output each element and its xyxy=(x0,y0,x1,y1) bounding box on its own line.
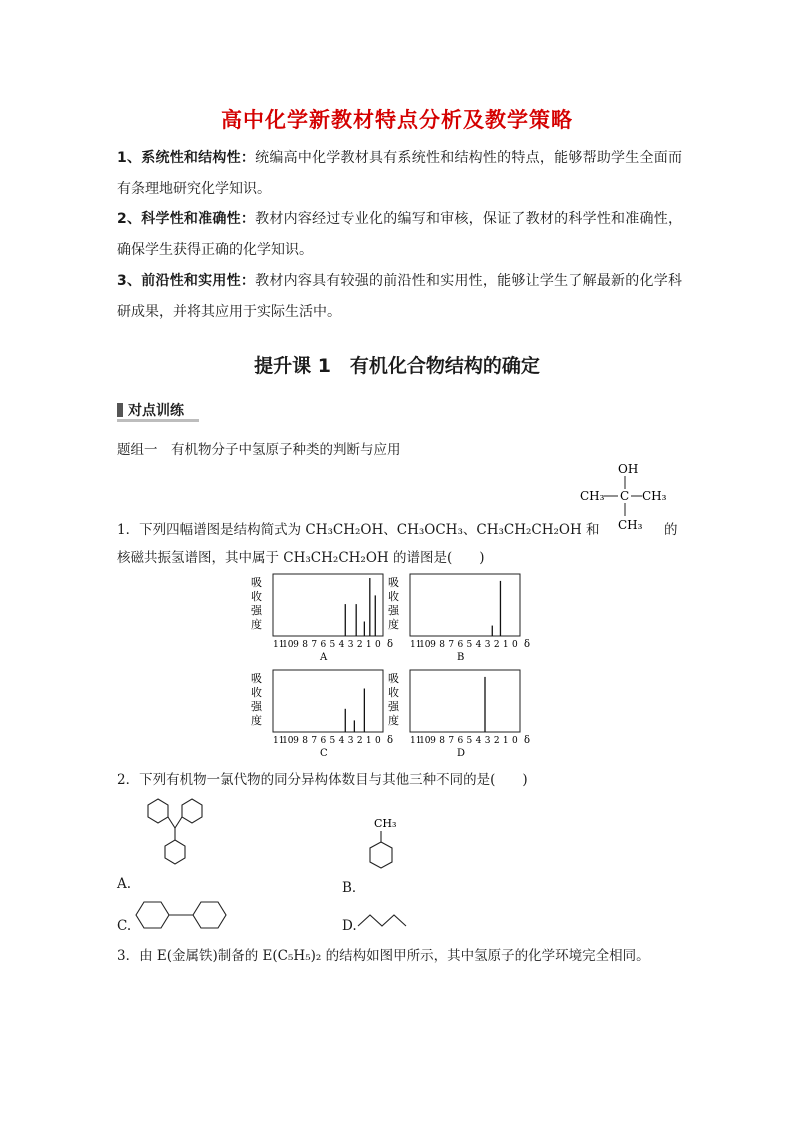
point-1-text: 统编高中化学教材具有系统性和结构性的特点，能够帮助学生全面而有条理地研究化学知识。 xyxy=(117,150,683,197)
spectrum-tick-label: 9 xyxy=(430,640,436,650)
spectrum-y-label-char: 强 xyxy=(388,700,399,713)
spectrum-y-label-char: 度 xyxy=(251,618,262,631)
spectrum-y-label-char: 强 xyxy=(388,604,399,617)
spectrum-tick-label: 5 xyxy=(466,736,473,746)
spectrum-y-label-char: 强 xyxy=(251,604,262,617)
spectrum-tick-label: 2 xyxy=(493,640,500,650)
spectrum-tick-label: 1 xyxy=(365,640,372,650)
spectrum-frame xyxy=(410,574,520,636)
spectrum-y-label-char: 吸 xyxy=(251,672,262,685)
cyclohexane-ring-left-icon xyxy=(136,902,169,928)
spectrum-tick-label: 7 xyxy=(311,640,318,650)
spectrum-tick-label: 11 xyxy=(410,736,422,746)
spectrum-tick-label: 10 xyxy=(419,640,431,650)
spectrum-tick-label: 11 xyxy=(273,640,285,650)
spectrum-tick-label: 5 xyxy=(329,640,336,650)
spectrum-tick-label: 11 xyxy=(410,640,422,650)
spectrum-label: A xyxy=(320,652,328,663)
toluene-structure xyxy=(360,814,420,894)
spectrum-tick-label: 10 xyxy=(419,736,431,746)
spectrum-x-unit: δ xyxy=(387,735,394,746)
spectrum-tick-label: 1 xyxy=(502,640,509,650)
cyclohexane-ring-right-icon xyxy=(193,902,226,928)
spectrum-tick-label: 3 xyxy=(484,640,491,650)
spectrum-tick-label: 6 xyxy=(320,736,327,746)
spectrum-x-unit: δ xyxy=(524,639,531,650)
spectrum-tick-label: 4 xyxy=(475,736,482,746)
section-bar-icon xyxy=(117,403,123,417)
spectrum-y-label-char: 吸 xyxy=(388,672,399,685)
spectrum-tick-label: 9 xyxy=(293,640,299,650)
section-underline xyxy=(117,419,199,422)
spectrum-tick-label: 9 xyxy=(293,736,299,746)
q1-line-2: 核磁共振氢谱图，其中属于 CH₃CH₂CH₂OH 的谱图是( ) xyxy=(117,550,485,566)
q1-sep-b: 、 xyxy=(462,522,477,538)
spectrum-tick-label: 2 xyxy=(356,640,363,650)
spectrum-tick-label: 3 xyxy=(347,640,354,650)
spectrum-tick-label: 3 xyxy=(347,736,354,746)
spectrum-tick-label: 0 xyxy=(512,736,518,746)
toluene-ch3: CH₃ xyxy=(374,817,397,830)
spectrum-tick-label: 6 xyxy=(320,640,327,650)
struct-oh: OH xyxy=(618,462,639,476)
spectrum-tick-label: 1 xyxy=(502,736,509,746)
point-3-text: 教材内容具有较强的前沿性和实用性，能够让学生了解最新的化学科研成果，并将其应用于实际生活中。 xyxy=(117,273,683,320)
point-1 xyxy=(117,143,682,205)
spectrum-tick-label: 0 xyxy=(375,736,381,746)
spectrum-c xyxy=(251,670,393,758)
point-2-label: 2、科学性和准确性： xyxy=(117,211,256,227)
point-2 xyxy=(117,204,682,266)
spectrum-tick-label: 5 xyxy=(329,736,336,746)
spectrum-y-label-char: 度 xyxy=(388,714,399,727)
bicyclohexyl-structure xyxy=(130,898,240,932)
q2-option-c-label: C. xyxy=(117,918,132,934)
spectrum-tick-label: 4 xyxy=(338,736,345,746)
document-title: 高中化学新教材特点分析及教学策略 xyxy=(221,108,573,132)
spectrum-tick-label: 6 xyxy=(457,736,464,746)
spectrum-tick-label: 11 xyxy=(273,736,285,746)
spectrum-tick-label: 7 xyxy=(311,736,318,746)
spectrum-frame xyxy=(273,574,383,636)
spectrum-tick-label: 2 xyxy=(356,736,363,746)
spectrum-y-label-char: 吸 xyxy=(251,576,262,589)
spectrum-a xyxy=(251,574,393,663)
spectrum-tick-label: 8 xyxy=(439,736,446,746)
point-2-text: 教材内容经过专业化的编写和审核，保证了教材的科学性和准确性，确保学生获得正确的化学知识。 xyxy=(117,211,683,258)
struct-right-ch3: CH₃ xyxy=(642,489,667,503)
q2-option-a-label: A. xyxy=(117,876,132,892)
spectrum-frame xyxy=(273,670,383,732)
point-1-label: 1、系统性和结构性： xyxy=(117,150,256,166)
q1-formula-ether: CH₃OCH₃ xyxy=(396,522,463,538)
spectrum-tick-label: 5 xyxy=(466,640,473,650)
q2-text: 2．下列有机物一氯代物的同分异构体数目与其他三种不同的是( ) xyxy=(117,772,528,788)
benzene-ring-left-icon xyxy=(148,799,168,823)
spectrum-y-label-char: 强 xyxy=(251,700,262,713)
spectrum-d xyxy=(388,670,530,758)
q1-sep-a: 、 xyxy=(383,522,397,538)
q1-prefix: 1．下列四幅谱图是结构简式为 xyxy=(117,522,306,538)
spectrum-tick-label: 6 xyxy=(457,640,464,650)
spectrum-y-label-char: 收 xyxy=(388,590,399,603)
q2-option-b-label: B． xyxy=(342,880,366,896)
q1-and: 和 xyxy=(581,522,600,538)
spectrum-frame xyxy=(410,670,520,732)
benzene-ring-bottom-icon xyxy=(165,840,185,864)
alkane-chain-structure xyxy=(356,908,416,932)
spectrum-tick-label: 10 xyxy=(282,736,294,746)
spectrum-tick-label: 10 xyxy=(282,640,294,650)
spectrum-label: B xyxy=(457,652,465,663)
struct-center-c: C xyxy=(620,489,630,503)
spectrum-y-label-char: 吸 xyxy=(388,576,399,589)
q2-option-d-label: D. xyxy=(342,918,357,934)
q1-suffix: 的 xyxy=(664,522,678,538)
spectrum-x-unit: δ xyxy=(387,639,394,650)
benzene-ring-icon xyxy=(370,842,392,868)
section-tag xyxy=(117,400,184,420)
q1-formula-ethanol: CH₃CH₂OH xyxy=(305,522,384,538)
spectrum-b xyxy=(388,574,530,663)
spectrum-tick-label: 1 xyxy=(365,736,372,746)
q1-formula-propanol: CH₃CH₂CH₂OH xyxy=(476,522,582,538)
benzene-ring-right-icon xyxy=(182,799,202,823)
spectrum-tick-label: 8 xyxy=(302,640,309,650)
struct-left-ch3: CH₃ xyxy=(580,489,605,503)
spectrum-x-unit: δ xyxy=(524,735,531,746)
spectrum-tick-label: 8 xyxy=(439,640,446,650)
point-3-label: 3、前沿性和实用性： xyxy=(117,273,256,289)
spectrum-tick-label: 8 xyxy=(302,736,309,746)
bond-left xyxy=(168,817,175,828)
q3-text: 3．由 E(金属铁)制备的 E(C₅H₅)₂ 的结构如图甲所示，其中氢原子的化学环境完全相同。 xyxy=(117,948,650,964)
lesson-title: 提升课 1 有机化合物结构的确定 xyxy=(254,355,540,377)
spectrum-tick-label: 7 xyxy=(448,640,455,650)
nmr-spectra xyxy=(240,570,560,758)
spectrum-tick-label: 2 xyxy=(493,736,500,746)
spectrum-label: D xyxy=(457,748,466,758)
spectrum-y-label-char: 收 xyxy=(251,686,262,699)
spectrum-y-label-char: 收 xyxy=(388,686,399,699)
spectrum-tick-label: 3 xyxy=(484,736,491,746)
section-tag-label: 对点训练 xyxy=(128,403,184,419)
spectrum-y-label-char: 度 xyxy=(251,714,262,727)
spectrum-tick-label: 0 xyxy=(512,640,518,650)
spectrum-y-label-char: 收 xyxy=(251,590,262,603)
spectrum-y-label-char: 度 xyxy=(388,618,399,631)
spectrum-tick-label: 4 xyxy=(338,640,345,650)
spectrum-tick-label: 0 xyxy=(375,640,381,650)
spectrum-tick-label: 7 xyxy=(448,736,455,746)
struct-bottom-ch3: CH₃ xyxy=(618,518,643,532)
triphenylmethane-structure xyxy=(124,790,214,890)
spectrum-tick-label: 9 xyxy=(430,736,436,746)
spectrum-tick-label: 4 xyxy=(475,640,482,650)
group-title: 题组一 有机物分子中氢原子种类的判断与应用 xyxy=(117,442,401,458)
spectrum-label: C xyxy=(320,748,328,758)
q1-line-1 xyxy=(117,518,682,538)
point-3 xyxy=(117,266,682,328)
bond-right xyxy=(175,817,182,828)
zigzag-chain-icon xyxy=(358,915,406,926)
